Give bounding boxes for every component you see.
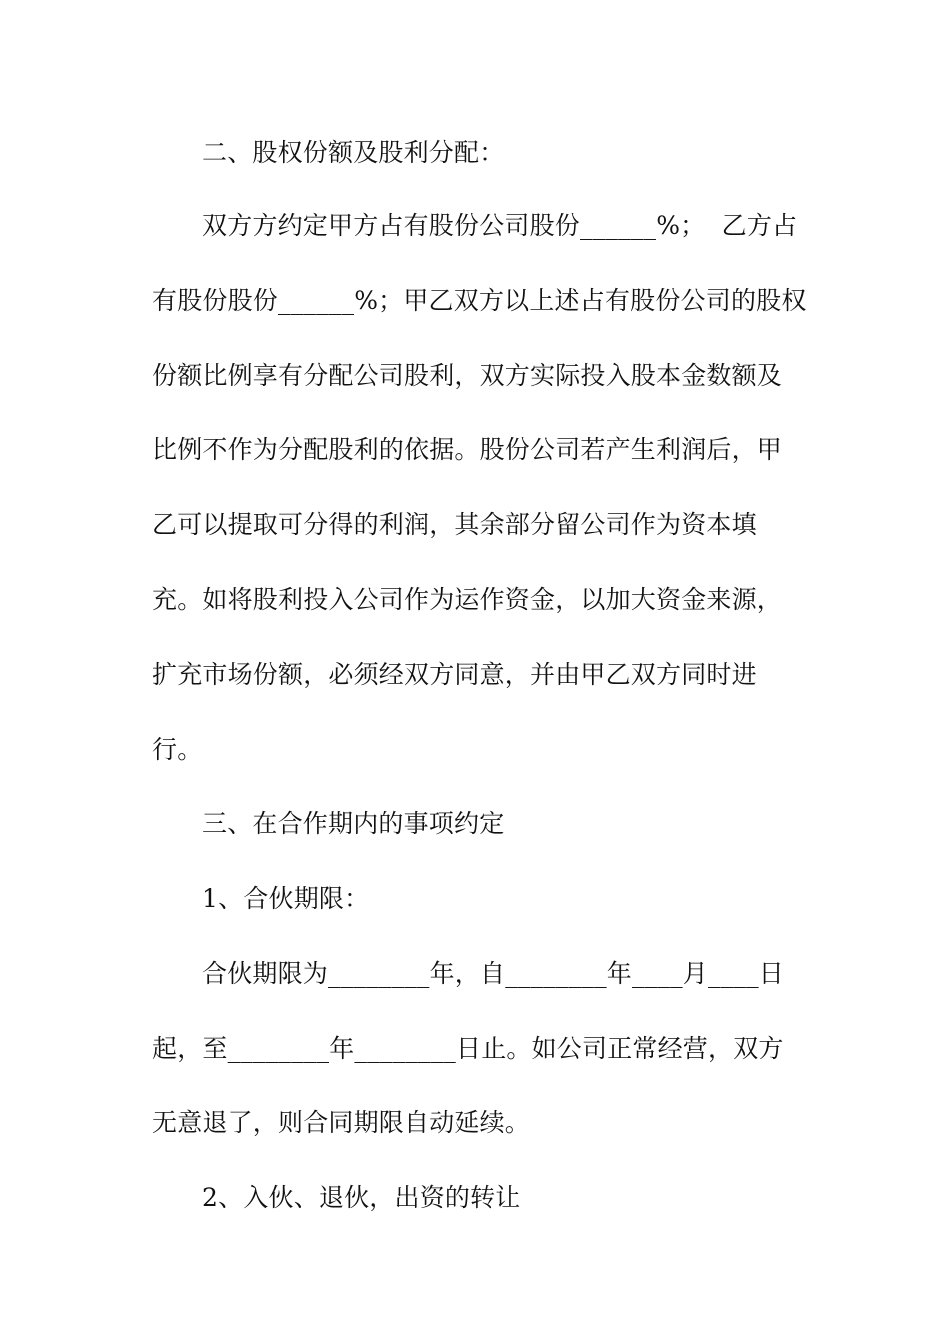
subheading-transfer: 2、入伙、退伙，出资的转让: [202, 1183, 521, 1212]
paragraph-line: 有股份股份______%；甲乙双方以上述占有股份公司的股权: [152, 286, 807, 315]
paragraph-line: 比例不作为分配股利的依据。股份公司若产生利润后，甲: [152, 435, 783, 464]
section-heading-cooperation: 三、在合作期内的事项约定: [202, 809, 505, 838]
paragraph-line: 行。: [152, 735, 203, 764]
paragraph-line: 乙可以提取可分得的利润，其余部分留公司作为资本填: [152, 510, 757, 539]
paragraph-line: 充。如将股利投入公司作为运作资金，以加大资金来源，: [152, 585, 783, 614]
paragraph-line: 双方方约定甲方占有股份公司股份______%； 乙方占: [202, 211, 798, 240]
paragraph-line: 合伙期限为________年，自________年____月____日: [202, 959, 785, 988]
paragraph-line: 份额比例享有分配公司股利，双方实际投入股本金数额及: [152, 361, 783, 390]
paragraph-line: 起，至________年________日止。如公司正常经营，双方: [152, 1034, 784, 1063]
subheading-term: 1、合伙期限：: [202, 884, 370, 913]
paragraph-line: 无意退了，则合同期限自动延续。: [152, 1108, 531, 1137]
section-heading-equity: 二、股权份额及股利分配：: [202, 138, 505, 167]
paragraph-line: 扩充市场份额，必须经双方同意，并由甲乙双方同时进: [152, 660, 757, 689]
